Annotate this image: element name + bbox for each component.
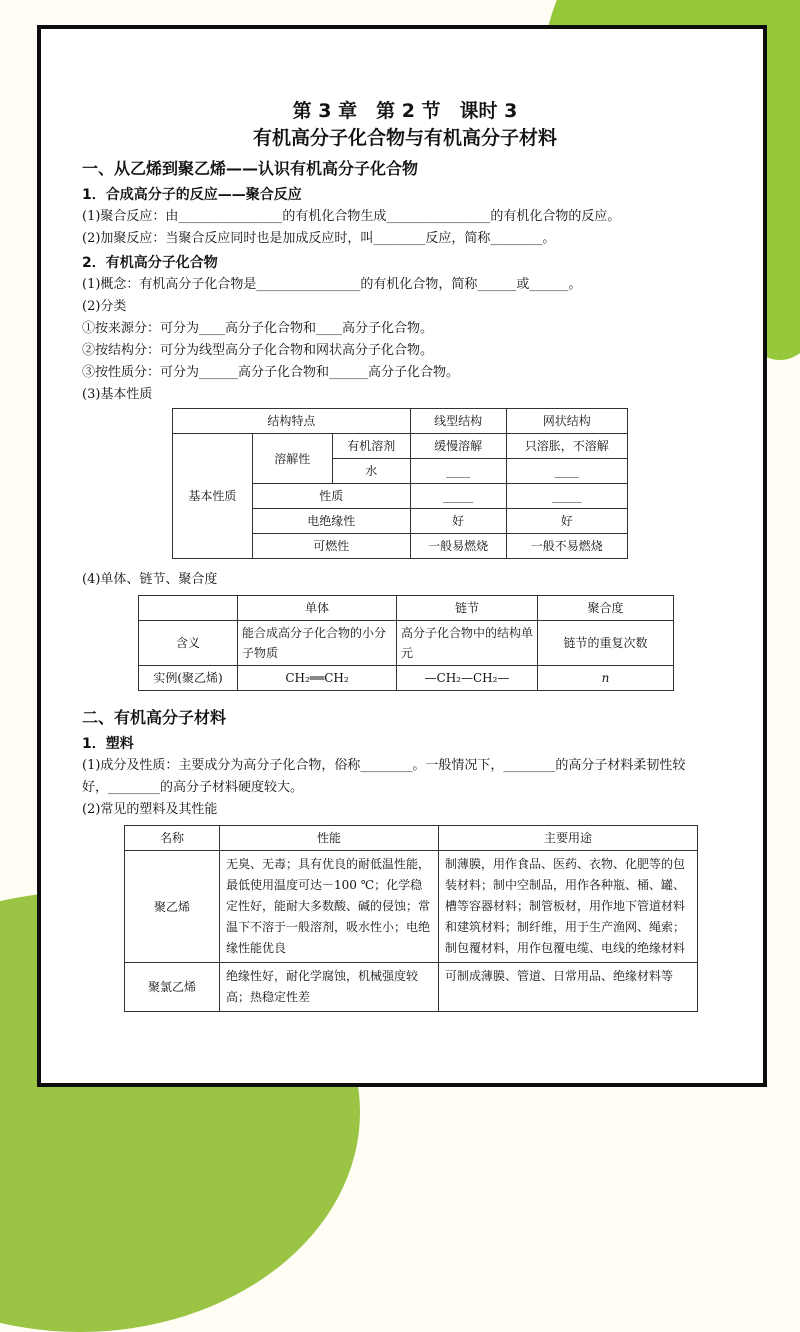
table-header-cell: 单体 bbox=[238, 596, 397, 621]
table-cell: 含义 bbox=[139, 621, 238, 666]
plastics-table bbox=[124, 825, 698, 1012]
table-cell: 好 bbox=[410, 509, 506, 534]
table-cell: ____ bbox=[506, 459, 627, 484]
table-cell: 可燃性 bbox=[252, 534, 410, 559]
table-cell: 制薄膜，用作食品、医药、衣物、化肥等的包装材料；制中空制品，用作各种瓶、桶、罐、槽等容器材料；制管板材，用作地下管道材料和建筑材料；制纤维，用于生产渔网、绳索；制包覆材料，用作包覆电缆、电线的绝缘材料 bbox=[439, 851, 698, 963]
table-cell: 水 bbox=[332, 459, 410, 484]
table-cell: 能合成高分子化合物的小分子物质 bbox=[238, 621, 397, 666]
table-cell: 高分子化合物中的结构单元 bbox=[397, 621, 538, 666]
table-cell: —CH₂—CH₂— bbox=[397, 666, 538, 691]
table-cell: CH₂══CH₂ bbox=[238, 666, 397, 691]
table-cell: 性质 bbox=[252, 484, 410, 509]
table-row bbox=[125, 963, 698, 1012]
table-cell: 电绝缘性 bbox=[252, 509, 410, 534]
paragraph: (2)分类 bbox=[82, 299, 127, 314]
table-cell: 一般不易燃烧 bbox=[506, 534, 627, 559]
table-header-cell: 结构特点 bbox=[173, 409, 411, 434]
paragraph: (3)基本性质 bbox=[82, 387, 153, 402]
paragraph: ②按结构分：可分为线型高分子化合物和网状高分子化合物。 bbox=[82, 343, 434, 358]
paragraph: ③按性质分：可分为______高分子化合物和______高分子化合物。 bbox=[82, 365, 460, 380]
page-subtitle: 有机高分子化合物与有机高分子材料 bbox=[252, 127, 557, 149]
table-header-cell: 主要用途 bbox=[439, 826, 698, 851]
table-row bbox=[139, 666, 674, 691]
subsection-heading: 1．塑料 bbox=[82, 736, 134, 752]
table-cell: 绝缘性好，耐化学腐蚀，机械强度较高；热稳定性差 bbox=[220, 963, 439, 1012]
paragraph: (1)成分及性质：主要成分为高分子化合物，俗称________。一般情况下，________的高分子材料柔韧性较好，________的高分子材料硬度较大。 bbox=[82, 758, 686, 795]
table-cell: 无臭、无毒；具有优良的耐低温性能，最低使用温度可达－100 ℃；化学稳定性好，能耐大多数酸、碱的侵蚀；常温下不溶于一般溶剂，吸水性小；电绝缘性能优良 bbox=[220, 851, 439, 963]
table-cell: 只溶胀，不溶解 bbox=[506, 434, 627, 459]
paragraph: ①按来源分：可分为____高分子化合物和____高分子化合物。 bbox=[82, 321, 434, 336]
table-cell: 聚氯乙烯 bbox=[125, 963, 220, 1012]
table-header-cell: 聚合度 bbox=[538, 596, 674, 621]
properties-table bbox=[172, 408, 628, 559]
paragraph: (2)加聚反应：当聚合反应同时也是加成反应时，叫________反应，简称________。 bbox=[82, 231, 556, 246]
table-cell: 溶解性 bbox=[252, 434, 332, 484]
table-row bbox=[173, 409, 628, 434]
monomer-table bbox=[138, 595, 674, 691]
table-row bbox=[139, 596, 674, 621]
paragraph: (1)概念：有机高分子化合物是________________的有机化合物，简称______或______。 bbox=[82, 277, 582, 292]
subsection-heading: 1．合成高分子的反应——聚合反应 bbox=[82, 187, 302, 203]
table-cell: 缓慢溶解 bbox=[410, 434, 506, 459]
table-cell: n bbox=[538, 666, 674, 691]
page-title: 第 3 章 第 2 节 课时 3 bbox=[292, 100, 518, 122]
table-row bbox=[125, 826, 698, 851]
table-header-cell: 线型结构 bbox=[410, 409, 506, 434]
table-cell: 好 bbox=[506, 509, 627, 534]
worksheet-content bbox=[82, 98, 692, 1012]
paragraph: (2)常见的塑料及其性能 bbox=[82, 802, 218, 817]
table-row bbox=[125, 851, 698, 963]
table-header-cell: 链节 bbox=[397, 596, 538, 621]
table-header-cell: 名称 bbox=[125, 826, 220, 851]
table-cell: _____ bbox=[410, 484, 506, 509]
section-heading: 二、有机高分子材料 bbox=[82, 708, 227, 727]
table-cell: 一般易燃烧 bbox=[410, 534, 506, 559]
table-row bbox=[139, 621, 674, 666]
table-cell: 可制成薄膜、管道、日常用品、绝缘材料等 bbox=[439, 963, 698, 1012]
table-header-cell: 性能 bbox=[220, 826, 439, 851]
table-cell: _____ bbox=[506, 484, 627, 509]
table-cell: ____ bbox=[410, 459, 506, 484]
table-row bbox=[173, 434, 628, 459]
table-cell: 聚乙烯 bbox=[125, 851, 220, 963]
paragraph: (1)聚合反应：由________________的有机化合物生成________________的有机化合物的反应。 bbox=[82, 209, 621, 224]
subsection-heading: 2．有机高分子化合物 bbox=[82, 255, 218, 271]
table-header-cell: 网状结构 bbox=[506, 409, 627, 434]
section-heading: 一、从乙烯到聚乙烯——认识有机高分子化合物 bbox=[82, 159, 419, 178]
table-cell: 链节的重复次数 bbox=[538, 621, 674, 666]
table-cell: 有机溶剂 bbox=[332, 434, 410, 459]
paragraph: (4)单体、链节、聚合度 bbox=[82, 572, 218, 587]
table-cell: 基本性质 bbox=[173, 434, 253, 559]
table-cell: 实例(聚乙烯) bbox=[139, 666, 238, 691]
